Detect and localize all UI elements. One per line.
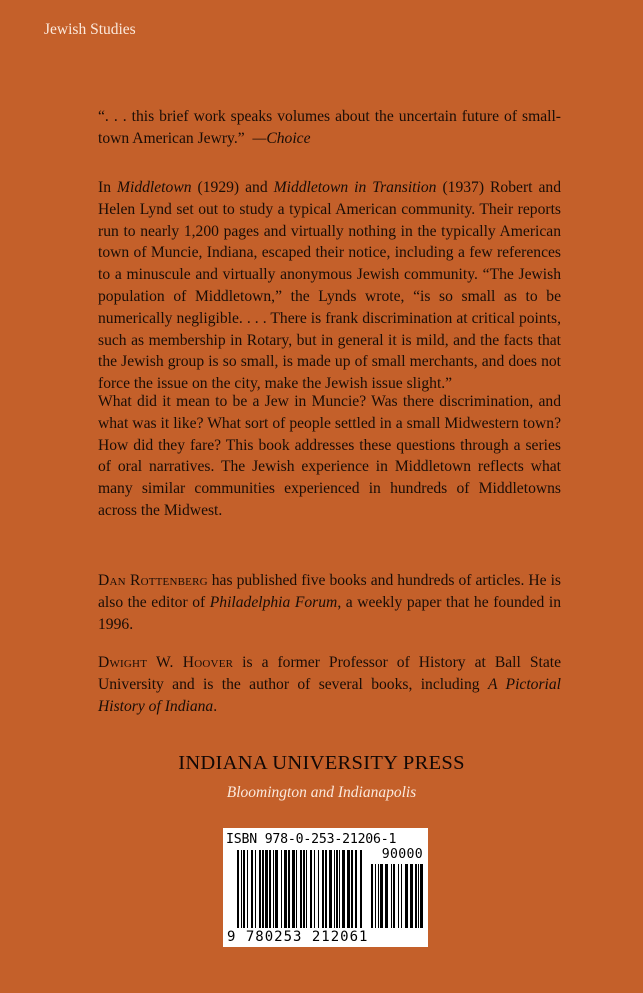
author2-book-title: A Pictorial History of Indiana xyxy=(98,675,561,715)
review-quote xyxy=(98,106,561,150)
description-paragraph-2 xyxy=(98,391,561,522)
barcode-bar xyxy=(329,850,332,928)
title-middletown-in-transition: Middletown in Transition xyxy=(273,179,437,196)
barcode-bar xyxy=(401,864,402,928)
barcode-bar xyxy=(393,864,395,928)
para1-text-c: (1937) Robert and Helen Lynd set out to study a typical American community. Their reports run to nearly 1,200 pages and virtually nothing in the typically American town of Muncie, Indiana, escaped their notice, including a few references to a minuscule and virtually anonymous Jewish community. “The Jewish population of Middletown,” the Lynds wrote, “is so small as to be numerically negligible. . . . There is frank discrimination at critical points, such as membership in Rotary, but in general it is mild, and the facts that the Jewish group is so small, is made up of small merchants, and does not force the issue on the city, make the Jewish issue slight.” xyxy=(98,179,562,393)
barcode-bar xyxy=(385,864,388,928)
author1-name: Dan Rottenberg xyxy=(98,572,208,589)
barcode-bar xyxy=(273,850,274,928)
barcode-bar xyxy=(405,864,408,928)
barcode-bar xyxy=(288,850,290,928)
author2-name: Dwight W. Hoover xyxy=(98,654,234,671)
author2-bio-text-b: . xyxy=(213,697,218,715)
barcode-bar xyxy=(347,850,350,928)
barcode-bar xyxy=(339,850,340,928)
para1-text-b: (1929) and xyxy=(191,179,274,196)
barcode-bar xyxy=(284,850,287,928)
barcode-bar xyxy=(265,850,268,928)
barcode-bar xyxy=(420,864,423,928)
barcode-bar xyxy=(415,864,417,928)
barcode-bar xyxy=(334,850,335,928)
addon-bars xyxy=(371,864,423,928)
barcode-bar xyxy=(255,850,256,928)
publisher-location: Bloomington and Indianapolis xyxy=(226,784,417,801)
barcode-bar xyxy=(269,850,271,928)
barcode-bar xyxy=(378,864,379,928)
barcode-bar xyxy=(247,850,248,928)
barcode-bar xyxy=(237,850,239,928)
barcode-bar xyxy=(322,850,324,928)
ean-digits: 9 780253 212061 xyxy=(227,929,369,945)
author1-bio-text-b: , a weekly paper that he founded in 1996. xyxy=(98,593,561,633)
author-bio-2 xyxy=(98,652,561,717)
barcode-bar xyxy=(375,864,376,928)
barcode-bar xyxy=(418,864,419,928)
barcode-bar xyxy=(310,850,312,928)
barcode-bar xyxy=(259,850,261,928)
barcode-bar xyxy=(281,850,282,928)
quote-source: —Choice xyxy=(252,129,311,147)
ean-bars xyxy=(237,850,362,928)
barcode-bar xyxy=(241,850,242,928)
barcode-bar xyxy=(398,864,399,928)
barcode-bar xyxy=(251,850,253,928)
barcode-bar xyxy=(342,850,345,928)
barcode-bar xyxy=(360,850,362,928)
barcode-bar xyxy=(318,850,319,928)
barcode-bar xyxy=(275,850,278,928)
barcode-bar xyxy=(296,850,297,928)
barcode-bar xyxy=(292,850,295,928)
barcode-bar xyxy=(380,864,383,928)
barcode-bar xyxy=(314,850,315,928)
quote-text: “. . . this brief work speaks volumes about the uncertain future of small-town American Jewry.” xyxy=(98,108,561,147)
barcode-bar xyxy=(303,850,305,928)
isbn-label: ISBN 978-0-253-21206-1 xyxy=(226,832,397,847)
barcode-bar xyxy=(243,850,245,928)
barcode-bar xyxy=(306,850,307,928)
author2-bio-text-a: is a former Professor of History at Ball State University and is the author of several books, including xyxy=(98,654,561,693)
barcode-bar xyxy=(325,850,327,928)
author1-bio-text-a: has published five books and hundreds of articles. He is also the editor of xyxy=(98,572,561,611)
barcode-bar xyxy=(262,850,264,928)
para2-text: What did it mean to be a Jew in Muncie? Was there discrimination, and what was it like? What sort of people settled in a small Midwestern town? How did they fare? This book addresses these questions through a series of oral narratives. The Jewish experience in Middletown reflects what many similar communities experienced in hundreds of Middletowns across the Midwest. xyxy=(98,393,561,519)
barcode-bar xyxy=(371,864,373,928)
barcode-bar xyxy=(336,850,338,928)
isbn-barcode xyxy=(223,828,428,947)
addon-code: 90000 xyxy=(381,847,423,862)
title-middletown: Middletown xyxy=(117,179,192,196)
series-label: Jewish Studies xyxy=(44,21,136,38)
description-paragraph-1 xyxy=(98,177,561,395)
barcode-bar xyxy=(391,864,392,928)
para1-text-a: In xyxy=(98,179,118,196)
barcode-bar xyxy=(300,850,302,928)
barcode-bar xyxy=(355,850,357,928)
author1-publication: Philadelphia Forum xyxy=(209,593,338,611)
publisher-name: INDIANA UNIVERSITY PRESS xyxy=(178,752,465,774)
barcode-bar xyxy=(351,850,353,928)
barcode-bar xyxy=(410,864,413,928)
author-bio-1 xyxy=(98,570,561,635)
